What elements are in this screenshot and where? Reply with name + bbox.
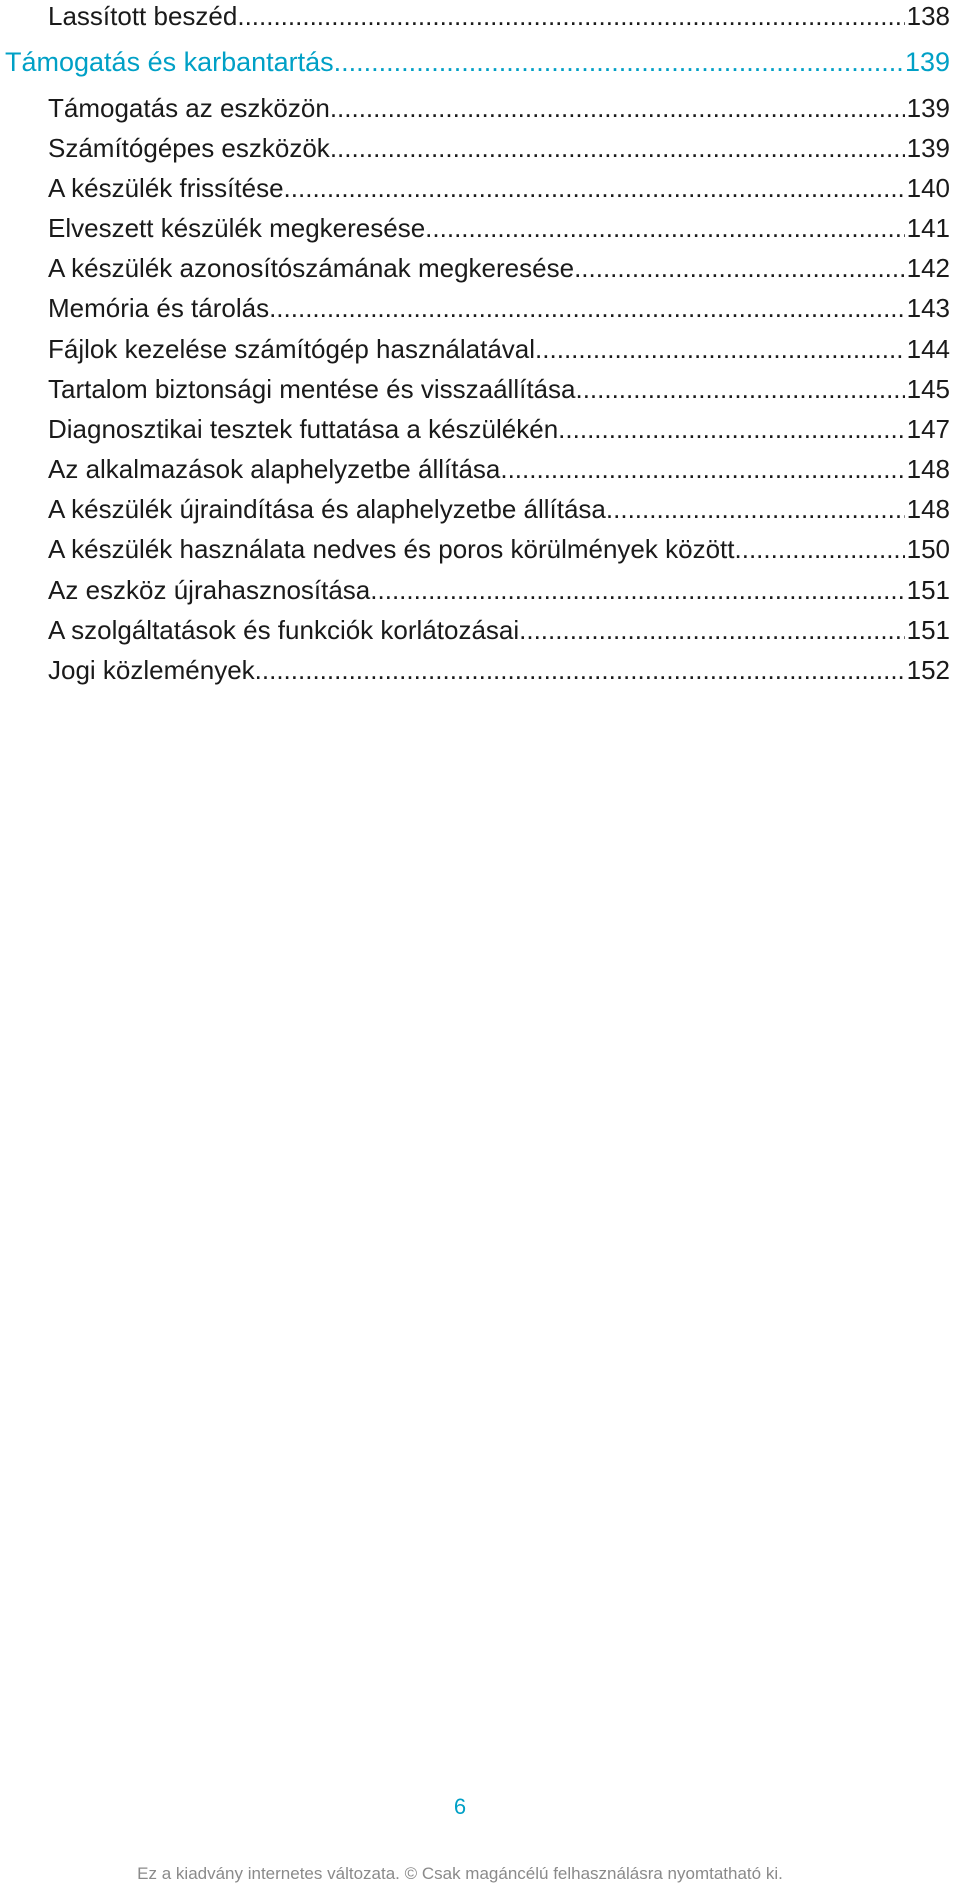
toc-entry-page: 148	[906, 454, 950, 484]
toc-entry-title: Tartalom biztonsági mentése és visszaállítása	[48, 374, 576, 404]
toc-leader-dots	[330, 132, 905, 164]
toc-entry-page: 142	[906, 253, 950, 283]
toc-entry-page: 141	[906, 213, 950, 243]
toc-entry-page: 147	[906, 414, 950, 444]
toc-entry-title: A készülék azonosítószámának megkeresése	[48, 253, 575, 283]
toc-entry-title: Az eszköz újrahasznosítása	[48, 575, 371, 605]
toc-leader-dots	[370, 574, 904, 606]
toc-leader-dots	[574, 252, 905, 284]
toc-entry-title: Jogi közlemények	[48, 655, 255, 685]
footer-note: Ez a kiadvány internetes változata. © Csak magáncélú felhasználásra nyomtatható ki.	[137, 1864, 783, 1883]
toc-entry-page: 150	[906, 534, 950, 564]
toc-entry[interactable]	[48, 212, 950, 244]
toc-leader-dots	[575, 373, 904, 405]
toc-entry-page: 152	[906, 655, 950, 685]
toc-entry[interactable]	[48, 574, 950, 606]
toc-entry-title: Elveszett készülék megkeresése	[48, 213, 426, 243]
toc-leader-dots	[269, 292, 905, 324]
toc-entry-title: A készülék frissítése	[48, 173, 284, 203]
toc-entry-title: Lassított beszéd	[48, 1, 238, 31]
toc-section-heading[interactable]	[5, 46, 950, 78]
toc-entry[interactable]	[48, 654, 950, 686]
toc-leader-dots	[255, 654, 905, 686]
toc-entry[interactable]	[48, 533, 950, 565]
toc-entry[interactable]	[48, 292, 950, 324]
toc-entry-title: Memória és tárolás	[48, 293, 270, 323]
toc-entry[interactable]	[48, 333, 950, 365]
toc-entry[interactable]	[48, 172, 950, 204]
toc-leader-dots	[535, 333, 905, 365]
toc-leader-dots	[606, 493, 905, 525]
toc-entry-page: 139	[906, 133, 950, 163]
toc-entry[interactable]	[48, 0, 950, 32]
toc-entry-page: 151	[906, 575, 950, 605]
toc-leader-dots	[334, 46, 903, 78]
page-number: 6	[453, 1794, 467, 1819]
toc-entry[interactable]	[48, 453, 950, 485]
toc-entry[interactable]	[48, 92, 950, 124]
toc-leader-dots	[519, 614, 904, 646]
toc-entry-page: 144	[906, 334, 950, 364]
toc-leader-dots	[500, 453, 904, 485]
toc-entry-page: 151	[906, 615, 950, 645]
toc-leader-dots	[330, 92, 905, 124]
toc-entry[interactable]	[48, 373, 950, 405]
toc-entry-title: Támogatás az eszközön	[48, 93, 330, 123]
toc-section-page: 139	[904, 47, 950, 77]
toc-entry[interactable]	[48, 614, 950, 646]
toc-entry[interactable]	[48, 132, 950, 164]
toc-leader-dots	[425, 212, 904, 244]
toc-leader-dots	[558, 413, 904, 445]
toc-entry-title: A készülék újraindítása és alaphelyzetbe állítása	[48, 494, 606, 524]
toc-entry[interactable]	[48, 493, 950, 525]
toc-entry-page: 148	[906, 494, 950, 524]
toc-entry-page: 140	[906, 173, 950, 203]
toc-entry[interactable]	[48, 413, 950, 445]
toc-entry-page: 139	[906, 93, 950, 123]
toc-entry-page: 143	[906, 293, 950, 323]
toc-section-title: Támogatás és karbantartás	[5, 47, 334, 77]
toc-entry-title: A készülék használata nedves és poros körülmények között	[48, 534, 735, 564]
toc-entry-title: Diagnosztikai tesztek futtatása a készülékén	[48, 414, 559, 444]
toc-leader-dots	[284, 172, 905, 204]
toc-entry-title: A szolgáltatások és funkciók korlátozásai	[48, 615, 520, 645]
toc-entry-title: Az alkalmazások alaphelyzetbe állítása	[48, 454, 501, 484]
toc-entry-page: 145	[906, 374, 950, 404]
toc-entry-page: 138	[906, 1, 950, 31]
toc-entry[interactable]	[48, 252, 950, 284]
toc-entry-title: Fájlok kezelése számítógép használatával	[48, 334, 536, 364]
toc-leader-dots	[735, 533, 905, 565]
toc-leader-dots	[237, 0, 904, 32]
toc-entry-title: Számítógépes eszközök	[48, 133, 330, 163]
